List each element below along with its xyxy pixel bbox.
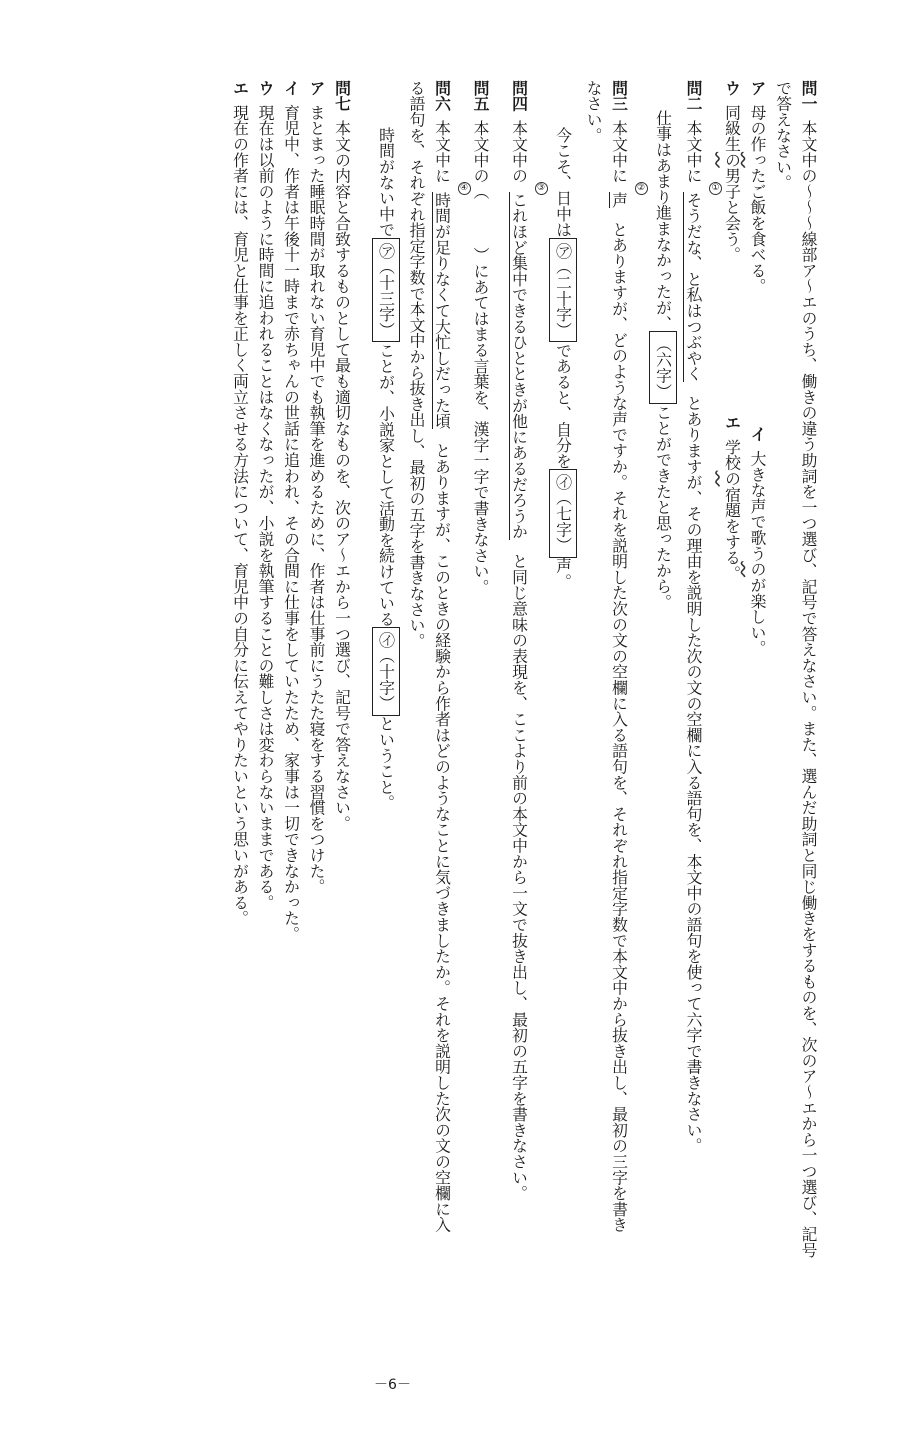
question-2 (645, 80, 720, 1380)
q1-options-row-1 (745, 80, 771, 1380)
q6-line-3-c: ということ。 (376, 715, 396, 811)
q2-label: 問二 (684, 80, 703, 112)
q7-option-i (278, 80, 304, 1380)
q3-circled-number: ② (635, 182, 648, 195)
q7-option-e-text: 現在の作者には、育児と仕事を正しく両立させる方法について、育児中の自分に伝えてやりたいという思いがある。 (230, 104, 250, 927)
q3-line-2 (581, 80, 607, 1380)
q7-option-u-text: 現在は以前のように時間に追われることはなくなったが、小説を執筆することの難しさは変わらないままである。 (256, 104, 275, 911)
q4-circled-number: ③ (535, 182, 548, 195)
q6-blank-box-b: ㋑（十字） (372, 627, 400, 716)
q1-option-e-post: 宿題をする。 (722, 486, 742, 582)
q1-label: 問一 (799, 80, 818, 112)
question-4 (506, 80, 546, 1380)
q1-text-b: 線部ア～エのうち、働きの違う助詞を一つ選び、記号で答えなさい。また、選んだ助詞と同じ働きをするものを、次のア～エから一つ選び、記号 (799, 230, 818, 1258)
q1-line-1 (796, 80, 822, 1380)
q2-line-2-a: 仕事はあまり進まなかったが、 (653, 110, 673, 332)
q3-underlined-phrase (609, 183, 646, 208)
q1-wavy-mark: ～～～ (799, 183, 818, 231)
q1-option-i-label: イ (748, 426, 767, 442)
q3-line-2-text: なさい。 (584, 80, 603, 144)
q4-text-2: と同じ意味の表現を、ここより前の本文中から一文で抜き出し、最初の五字を書きなさい。 (509, 553, 529, 1202)
q4-text-1: 本文中の (509, 120, 529, 184)
q7-option-i-text: 育児中、作者は午後十一時まで赤ちゃんの世話に追われ、その合間に仕事をしていたため、家事は一切できなかった。 (281, 104, 301, 942)
q3-label: 問三 (609, 80, 629, 112)
page-number: －6－ (374, 1377, 411, 1393)
q7-line-1 (329, 80, 355, 1380)
q3-blank-box-a: ㋐（二十字） (549, 238, 577, 343)
q2-line-1 (681, 80, 720, 1380)
q1-option-a-label: ア (748, 80, 767, 96)
q1-option-i-particle: の (748, 561, 767, 578)
q1-option-u-post: 男子と会う。 (722, 167, 742, 263)
q3-line-3-c: 声。 (553, 557, 573, 590)
q6-label: 問六 (432, 80, 452, 112)
q4-underlined-text: これほど集中できるひとときが他にあるだろうか (509, 192, 529, 540)
q3-blank-box-b: ㋑（七字） (549, 469, 577, 558)
q1-text-a: 本文中の (799, 120, 818, 184)
q7-option-u (253, 80, 279, 1380)
q1-option-a-post: たご飯を食べる。 (748, 167, 767, 295)
q7-option-e-label: エ (230, 80, 250, 96)
q7-option-i-label: イ (281, 80, 301, 96)
question-1 (719, 80, 821, 1380)
q4-line-1 (506, 80, 546, 1380)
q1-line-2 (770, 80, 796, 1380)
q7-label: 問七 (332, 80, 352, 112)
question-7 (227, 80, 355, 1380)
q2-blank-box: （六字） (649, 331, 677, 404)
q1-option-a-particle: っ (748, 151, 767, 168)
q1-option-e-particle: の (722, 470, 742, 487)
q3-line-1 (606, 80, 646, 1380)
q1-option-u-label: ウ (722, 80, 742, 96)
q2-line-2 (645, 80, 681, 1380)
q7-option-a-text: まとまった睡眠時間が取れない育児中でも執筆を進めるために、作者は仕事前にうたた寝をする習慣をつけた。 (307, 104, 326, 895)
q7-option-u-label: ウ (256, 80, 275, 96)
q1-option-i-pre: 大きな声で歌う (748, 450, 767, 562)
q3-text-1: 本文中に (609, 120, 629, 184)
q6-line-3 (368, 80, 404, 1380)
q7-option-a (304, 80, 330, 1380)
q6-line-2-text: る語句を、それぞれ指定字数で本文中から抜き出し、最初の五字を書きなさい。 (407, 80, 426, 649)
q2-circled-number: ① (709, 182, 722, 195)
q7-option-a-label: ア (307, 80, 326, 96)
q6-text-1: 本文中に (432, 120, 452, 184)
q1-options-row-2 (719, 80, 745, 1380)
q1-option-u-particle: の (722, 151, 742, 168)
q6-line-3-a: 時間がない中で (376, 127, 396, 238)
q5-label: 問五 (471, 80, 490, 112)
q5-text-2: ）にあてはまる言葉を、漢字一字で書きなさい。 (471, 247, 490, 595)
question-5 (468, 80, 494, 1380)
q1-option-e-label: エ (722, 414, 742, 431)
q6-circled-number: ④ (458, 182, 471, 195)
q4-underlined-phrase (509, 183, 546, 540)
q3-underlined-text: 声 (609, 192, 629, 208)
q3-line-3 (545, 80, 581, 1380)
question-6 (368, 80, 469, 1380)
q1-option-e-pre: 学校 (722, 439, 742, 471)
q2-text-2: とありますが、その理由を説明した次の文の空欄に入る語句を、本文中の語句を使って六字で書きなさい。 (684, 395, 703, 1154)
q7-text: 本文の内容と合致するものとして最も適切なものを、次のア～エから一つ選び、記号で答えなさい。 (332, 120, 352, 832)
q6-line-2 (404, 80, 430, 1380)
q6-line-1 (429, 80, 469, 1380)
q1-option-u-pre: 同級生 (722, 104, 742, 152)
question-block (227, 80, 821, 1380)
q4-label: 問四 (509, 80, 529, 112)
q3-line-3-a: 今こそ、日中は (553, 127, 573, 238)
q6-blank-box-a: ㋐（十三字） (372, 238, 400, 343)
q6-underlined-phrase (432, 183, 469, 430)
q2-underlined-text: そうだな、と私はつぶやく (684, 192, 703, 382)
q6-text-2: とありますが、このときの経験から作者はどのようなことに気づきましたか。それを説明した次の文の空欄に入 (432, 442, 452, 1233)
q1-option-i-post: が楽しい。 (748, 577, 767, 657)
q6-underlined-text: 時間が足りなくて大忙しだった頃 (432, 192, 452, 430)
q1-option-a-pre: 母の作 (748, 104, 767, 152)
q5-line-1 (468, 80, 494, 1380)
q2-line-2-b: ことができたと思ったから。 (653, 404, 673, 610)
q2-underlined-phrase (683, 183, 720, 382)
q7-option-e (227, 80, 253, 1380)
q3-text-2: とありますが、どのような声ですか。それを説明した次の文の空欄に入る語句を、それぞれ指定字数で本文中から抜き出し、最初の三字を書き (609, 221, 629, 1233)
q2-text-1: 本文中に (684, 120, 703, 184)
q3-line-3-b: であると、自分を (553, 342, 573, 469)
q1-line-2-text: で答えなさい。 (773, 80, 793, 191)
q6-line-3-b: ことが、小説家として活動を続けている (376, 342, 396, 627)
q5-text-1: 本文中の（ (471, 120, 490, 200)
question-3 (545, 80, 646, 1380)
